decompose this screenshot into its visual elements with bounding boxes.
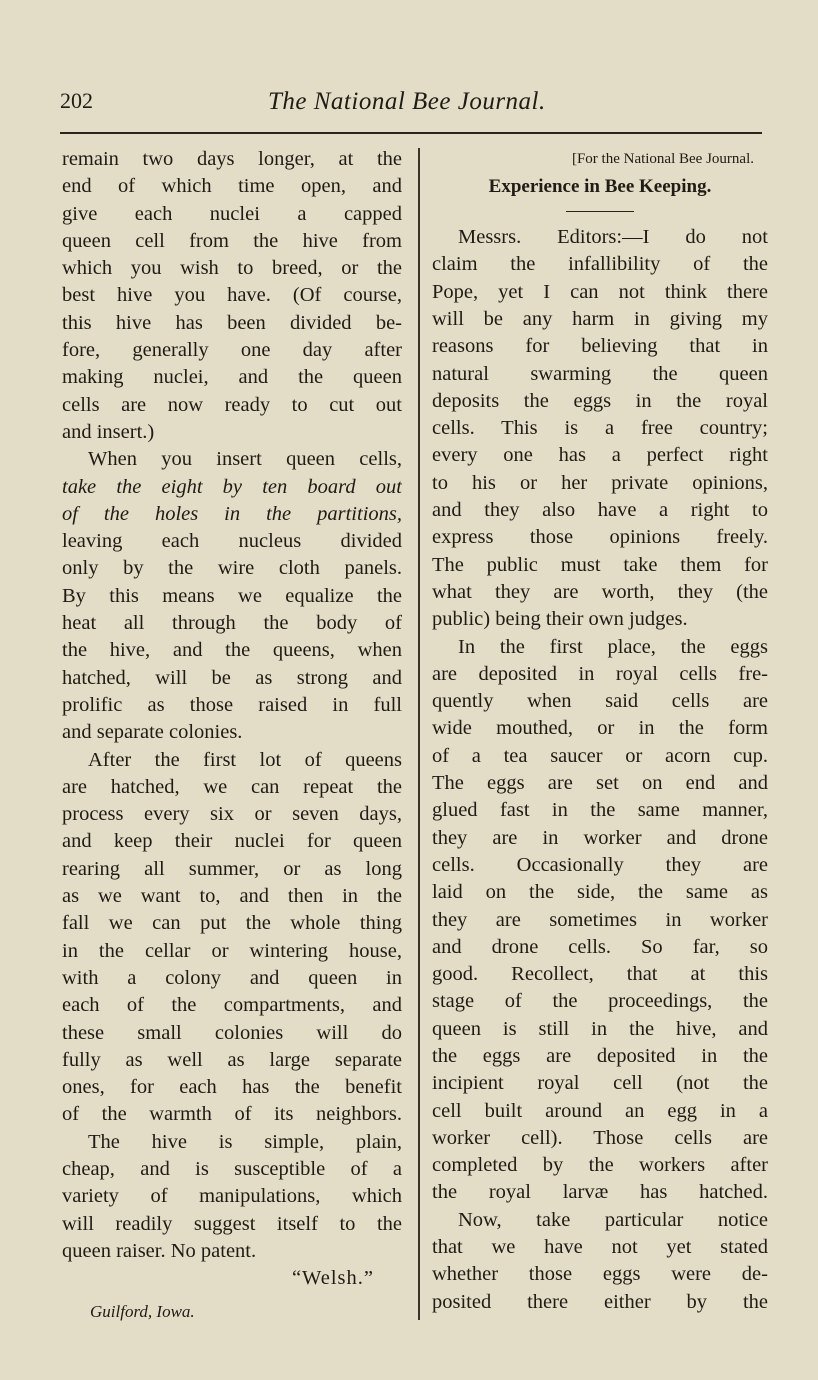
left-column [62, 146, 402, 1326]
text-line: cell built around an egg in a [432, 1099, 768, 1122]
text-line: Pope, yet I can not think there [432, 280, 768, 303]
text-line: cells are now ready to cut out [62, 393, 402, 416]
text-line: When you insert queen cells, [88, 448, 402, 471]
page-number: 202 [60, 88, 93, 113]
article-heading: Experience in Bee Keeping. [488, 176, 712, 198]
text-line: and drone cells. So far, so [432, 935, 768, 958]
text-line: queen cell from the hive from [62, 229, 402, 252]
heading-rule [566, 211, 634, 213]
text-line: fore, generally one day after [62, 339, 402, 362]
text-line: remain two days longer, at the [62, 148, 402, 170]
text-line: deposits the eggs in the royal [432, 389, 768, 412]
text-line: worker cell). Those cells are [432, 1126, 768, 1149]
column-divider [418, 148, 420, 1320]
text-line: making nuclei, and the queen [62, 366, 402, 389]
text-line: queen is still in the hive, and [432, 1017, 768, 1040]
text-line: of a tea saucer or acorn cup. [432, 744, 768, 767]
text-line: ones, for each has the benefit [62, 1076, 402, 1099]
place-line: Guilford, Iowa. [90, 1302, 195, 1322]
text-line: in the cellar or wintering house, [62, 939, 402, 962]
text-line: are deposited in royal cells fre- [432, 662, 768, 685]
header-rule [60, 132, 762, 134]
text-line: each of the compartments, and [62, 994, 402, 1017]
text-line: the eggs are deposited in the [432, 1045, 768, 1067]
text-line: Now, take particular notice [458, 1208, 768, 1231]
journal-title: The National Bee Journal. [268, 88, 546, 115]
text-line: cells. Occasionally they are [432, 853, 768, 876]
text-line: of the holes in the partitions, [62, 502, 402, 525]
text-line: and separate colonies. [62, 721, 243, 744]
text-line: as we want to, and then in the [62, 885, 402, 908]
text-line: and they also have a right to [432, 499, 768, 522]
text-line: prolific as those raised in full [62, 693, 402, 716]
text-line: fully as well as large separate [62, 1048, 402, 1071]
text-line: with a colony and queen in [62, 966, 402, 989]
text-line: completed by the workers after [432, 1154, 768, 1177]
text-line: to his or her private opinions, [432, 471, 768, 494]
text-line: hatched, will be as strong and [62, 666, 402, 689]
text-line: glued fast in the same manner, [432, 799, 768, 822]
text-line: will readily suggest itself to the [62, 1212, 402, 1235]
text-line: natural swarming the queen [432, 362, 768, 385]
right-column [432, 146, 768, 1316]
text-line: the hive, and the queens, when [62, 639, 402, 662]
text-line: every one has a perfect right [432, 444, 768, 467]
page-header [60, 88, 760, 124]
signature: “Welsh.” [291, 1267, 374, 1290]
text-line: In the first place, the eggs [458, 635, 768, 658]
text-line: reasons for believing that in [432, 335, 768, 358]
text-line: quently when said cells are [432, 690, 768, 713]
text-line: express those opinions freely. [432, 526, 768, 549]
text-line: of the warmth of its neighbors. [62, 1103, 402, 1126]
text-line: cheap, and is susceptible of a [62, 1157, 402, 1180]
text-line: good. Recollect, that at this [432, 963, 768, 986]
text-line: heat all through the body of [62, 612, 402, 635]
text-line: this hive has been divided be- [62, 311, 402, 334]
text-line: After the first lot of queens [88, 748, 402, 771]
text-line: claim the infallibility of the [432, 253, 768, 276]
text-line: and keep their nuclei for queen [62, 830, 402, 853]
text-line: wide mouthed, or in the form [432, 717, 768, 740]
text-line: that we have not yet stated [432, 1236, 768, 1259]
text-line: The public must take them for [432, 553, 768, 576]
text-line: The hive is simple, plain, [88, 1130, 402, 1153]
text-line: variety of manipulations, which [62, 1185, 402, 1208]
text-line: give each nuclei a capped [62, 202, 402, 225]
text-line: will be any harm in giving my [432, 307, 768, 330]
text-line: stage of the proceedings, the [432, 990, 768, 1013]
text-line: which you wish to breed, or the [62, 257, 402, 280]
text-line: public) being their own judges. [432, 608, 688, 631]
text-line: end of which time open, and [62, 175, 402, 198]
text-line: and insert.) [62, 420, 155, 443]
text-line: fall we can put the whole thing [62, 912, 402, 935]
text-line: process every six or seven days, [62, 803, 402, 826]
text-line: queen raiser. No patent. [62, 1239, 257, 1262]
text-line: what they are worth, they (the [432, 580, 768, 603]
text-line: laid on the side, the same as [432, 881, 768, 904]
text-line: Messrs. Editors:—I do not [458, 226, 768, 249]
text-line: whether those eggs were de- [432, 1263, 768, 1286]
text-line: are hatched, we can repeat the [62, 775, 402, 798]
text-line: rearing all summer, or as long [62, 857, 402, 880]
text-line: they are in worker and drone [432, 826, 768, 849]
text-line: The eggs are set on end and [432, 772, 768, 795]
text-line: By this means we equalize the [62, 584, 402, 607]
text-line: the royal larvæ has hatched. [432, 1181, 768, 1204]
text-line: take the eight by ten board out [62, 475, 402, 498]
text-line: leaving each nucleus divided [62, 530, 402, 553]
text-line: best hive you have. (Of course, [62, 284, 402, 307]
text-line: cells. This is a free country; [432, 417, 768, 440]
text-line: these small colonies will do [62, 1021, 402, 1044]
source-note: [For the National Bee Journal. [571, 151, 754, 167]
text-line: only by the wire cloth panels. [62, 557, 402, 580]
text-line: posited there either by the [432, 1290, 768, 1313]
text-line: incipient royal cell (not the [432, 1072, 768, 1095]
text-line: they are sometimes in worker [432, 908, 768, 931]
